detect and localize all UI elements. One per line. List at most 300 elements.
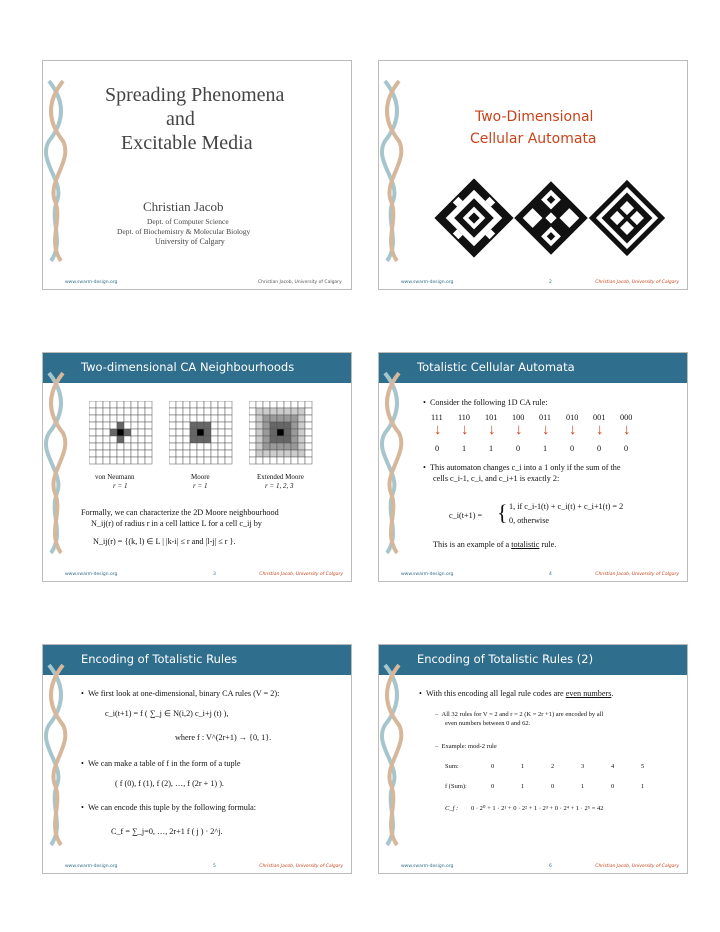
sum-value: 3 [581, 763, 585, 770]
neighbourhood-label: Moore [191, 473, 210, 481]
grid-cell [138, 422, 145, 429]
grid-cell [176, 450, 183, 457]
grid-cell [291, 457, 298, 464]
grid-cell [110, 436, 117, 443]
equation: c_i(t+1) = f ( ∑_j ∈ N(i,2) c_i+j (t) ), [105, 709, 229, 718]
grid-cell [204, 429, 211, 436]
down-arrow-icon: ↓ [488, 422, 496, 438]
bullet-text: With this encoding all legal rule codes are [425, 689, 566, 698]
grid-cell [124, 422, 131, 429]
equation: C_f = ∑_j=0, …, 2r+1 f ( j ) · 2^j. [111, 827, 223, 836]
grid-cell [183, 422, 190, 429]
grid-cell [256, 450, 263, 457]
grid-cell [145, 401, 152, 408]
grid-cell [249, 429, 256, 436]
grid-cell [218, 422, 225, 429]
grid-cell [190, 401, 197, 408]
grid-cell [263, 422, 270, 429]
grid-cell [124, 450, 131, 457]
dash-item: – Example: mod-2 rule [435, 743, 497, 750]
grid-cell [249, 401, 256, 408]
grid-cell [96, 457, 103, 464]
bullet-text: cells c_i-1, c_i, and c_i+1 is exactly 2: [433, 474, 560, 483]
grid-cell [218, 443, 225, 450]
grid-cell [270, 401, 277, 408]
bullet: • We first look at one-dimensional, binary CA rules (V = 2): [81, 689, 280, 698]
grid-cell [298, 415, 305, 422]
grid-cell [96, 436, 103, 443]
grid-cell [183, 401, 190, 408]
grid-cell [183, 436, 190, 443]
grid-cell [298, 443, 305, 450]
title-line-2: and [166, 108, 195, 130]
rule-pattern: 110 [458, 413, 470, 422]
grid-cell [131, 457, 138, 464]
grid-cell [249, 443, 256, 450]
footer-credit: Christian Jacob, University of Calgary [259, 864, 343, 869]
grid-cell [270, 450, 277, 457]
slide-title: Encoding of Totalistic Rules (2) [417, 652, 594, 666]
grid-cell [211, 408, 218, 415]
page-number: 4 [549, 572, 552, 577]
grid-cell [211, 422, 218, 429]
grid-cell [277, 450, 284, 457]
grid-cell [284, 450, 291, 457]
brace: { [497, 500, 508, 525]
grid-cell [89, 422, 96, 429]
grid-cell [211, 436, 218, 443]
f-value: 1 [581, 783, 585, 790]
grid-cell [284, 408, 291, 415]
down-arrow-icon: ↓ [569, 422, 577, 438]
grid-cell [103, 415, 110, 422]
grid-cell [284, 422, 291, 429]
grid-cell [117, 457, 124, 464]
grid-cell [270, 436, 277, 443]
grid-cell [117, 408, 124, 415]
grid-cell [270, 429, 277, 436]
ca-pattern-images [429, 173, 669, 263]
grid-cell [256, 429, 263, 436]
slide-1 [42, 60, 352, 290]
grid-cell [204, 443, 211, 450]
footer-site: www.swarm-design.org [65, 864, 118, 869]
even-numbers-link[interactable]: even numbers [565, 689, 612, 698]
down-arrow-icon: ↓ [461, 422, 469, 438]
grid-cell [204, 457, 211, 464]
grid-cell [197, 401, 204, 408]
grid-cell [263, 443, 270, 450]
grid-cell [103, 457, 110, 464]
grid-cell [103, 450, 110, 457]
grid-cell [225, 408, 232, 415]
grid-cell [277, 443, 284, 450]
footer-credit: Christian Jacob, University of Calgary [595, 572, 679, 577]
grid-cell [284, 429, 291, 436]
grid-cell [284, 401, 291, 408]
grid-cell [183, 457, 190, 464]
grid-cell [204, 450, 211, 457]
grid-cell [197, 457, 204, 464]
rule-output: 0 [624, 444, 629, 453]
bullet-text: We can encode this tuple by the following formula: [87, 803, 257, 812]
grid-cell [204, 415, 211, 422]
grid-cell [110, 429, 117, 436]
grid-cell [124, 436, 131, 443]
f-value: 0 [491, 783, 495, 790]
grid-cell [89, 401, 96, 408]
f-value: 0 [551, 783, 555, 790]
closing-text-post: rule. [539, 540, 557, 549]
grid-cell [218, 408, 225, 415]
sum-value: 5 [641, 763, 645, 770]
footer-credit: Christian Jacob, University of Calgary [259, 572, 343, 577]
footer-site: www.swarm-design.org [65, 572, 118, 577]
grid-cell [131, 401, 138, 408]
grid-cell [183, 408, 190, 415]
grid-cell [197, 429, 204, 436]
rule-output: 1 [543, 444, 548, 453]
neighbourhood-radius: r = 1 [113, 482, 128, 490]
grid-cell [110, 443, 117, 450]
grid-cell [117, 436, 124, 443]
grid-cell [284, 457, 291, 464]
grid-cell [183, 443, 190, 450]
grid-cell [124, 457, 131, 464]
dash-text: All 32 rules for V = 2 and r = 2 (K = 2r +1) are encoded by all [441, 711, 604, 718]
grid-cell [190, 429, 197, 436]
footer-site: www.swarm-design.org [401, 280, 454, 285]
grid-cell [211, 415, 218, 422]
grid-cell [218, 401, 225, 408]
bullet: • This automaton changes c_i into a 1 only if the sum of the [423, 463, 621, 472]
grid-cell [211, 401, 218, 408]
grid-cell [249, 415, 256, 422]
rule-output: 1 [462, 444, 467, 453]
sum-row [491, 763, 661, 773]
dept-line-1: Dept. of Computer Science [147, 217, 229, 226]
grid-cell [183, 415, 190, 422]
grid-cell [270, 408, 277, 415]
grid-cell [305, 415, 312, 422]
grid-cell [263, 457, 270, 464]
rule-pattern: 100 [512, 413, 525, 422]
sum-value: 4 [611, 763, 615, 770]
slide-title: Totalistic Cellular Automata [417, 360, 575, 374]
grid-cell [197, 436, 204, 443]
grid-cell [110, 422, 117, 429]
grid-cell [131, 443, 138, 450]
grid-cell [197, 408, 204, 415]
rule-pattern: 011 [539, 413, 551, 422]
grid-cell [176, 401, 183, 408]
grid-cell [298, 436, 305, 443]
grid-cell [169, 443, 176, 450]
bullet: • We can encode this tuple by the following formula: [81, 803, 257, 812]
rule-output: 1 [489, 444, 494, 453]
bullet-text: This automaton changes c_i into a 1 only if the sum of the [429, 463, 621, 472]
grid-cell [138, 457, 145, 464]
author-name: Christian Jacob [143, 199, 224, 214]
page-number: 3 [213, 572, 216, 577]
grid-cell [225, 436, 232, 443]
rule-output: 0 [435, 444, 440, 453]
grid-cell [277, 436, 284, 443]
grid-cell [256, 415, 263, 422]
slide-4 [378, 352, 688, 582]
grid-cell [190, 408, 197, 415]
f-value: 0 [611, 783, 615, 790]
ca-pattern-3 [589, 180, 665, 256]
dna-helix-icon [379, 645, 409, 874]
grid-cell [263, 436, 270, 443]
grid-cell [197, 415, 204, 422]
bullet: • We can make a table of f in the form of a tuple [81, 759, 241, 768]
grid-cell [131, 429, 138, 436]
rule-pattern: 001 [593, 413, 606, 422]
grid-cell [176, 408, 183, 415]
grid-cell [124, 443, 131, 450]
grid-cell [284, 415, 291, 422]
slide-2 [378, 60, 688, 290]
grid-cell [110, 457, 117, 464]
grid-cell [270, 422, 277, 429]
grid-cell [256, 436, 263, 443]
grid-cell [298, 450, 305, 457]
grid-cell [169, 457, 176, 464]
grid-cell [131, 422, 138, 429]
grid-cell [249, 436, 256, 443]
sum-value: 2 [551, 763, 555, 770]
grid-cell [131, 408, 138, 415]
grid-cell [183, 429, 190, 436]
grid-cell [176, 415, 183, 422]
dash-text: even numbers between 0 and 62. [445, 720, 531, 727]
page-number: 5 [213, 864, 216, 869]
grid-cell [298, 422, 305, 429]
grid-cell [298, 401, 305, 408]
grid-cell [225, 429, 232, 436]
grid-cell [249, 457, 256, 464]
grid-cell [305, 401, 312, 408]
down-arrow-icon: ↓ [623, 422, 631, 438]
grid-cell [190, 457, 197, 464]
grid-cell [96, 443, 103, 450]
grid-cell [117, 401, 124, 408]
title-line-1: Two-Dimensional [475, 109, 594, 125]
grid-cell [218, 436, 225, 443]
grid-cell [117, 450, 124, 457]
grid-cell [89, 457, 96, 464]
grid-cell [145, 422, 152, 429]
rule-output: 0 [570, 444, 575, 453]
slide-title: Two-dimensional CA Neighbourhoods [81, 360, 295, 374]
ca-pattern-2 [514, 181, 588, 255]
grid-cell [183, 450, 190, 457]
grid-cell [103, 401, 110, 408]
grid-cell [169, 422, 176, 429]
bullet-text-end: . [611, 689, 614, 698]
case-2: 0, otherwise [509, 516, 550, 525]
grid-cell [96, 401, 103, 408]
grid-cell [204, 408, 211, 415]
grid-cell [284, 436, 291, 443]
von-neumann-grid [89, 401, 153, 465]
grid-cell [169, 450, 176, 457]
down-arrow-icon: ↓ [434, 422, 442, 438]
grid-cell [291, 443, 298, 450]
body-text: Formally, we can characterize the 2D Moore neighbourhood [81, 508, 279, 517]
grid-cell [131, 450, 138, 457]
f-value: 1 [521, 783, 525, 790]
grid-cell [263, 401, 270, 408]
formula: N_ij(r) = {(k, l) ∈ L | |k-i| ≤ r and |l-j| ≤ r }. [93, 537, 236, 546]
closing-text [433, 540, 556, 550]
grid-cell [204, 401, 211, 408]
grid-cell [305, 443, 312, 450]
grid-cell [169, 429, 176, 436]
grid-cell [138, 408, 145, 415]
rule-table [431, 413, 661, 463]
grid-cell [131, 415, 138, 422]
f-row [491, 783, 661, 793]
grid-cell [103, 436, 110, 443]
grid-cell [145, 443, 152, 450]
down-arrow-icon: ↓ [515, 422, 523, 438]
title-line-2: Cellular Automata [470, 131, 597, 147]
grid-cell [110, 450, 117, 457]
rule-pattern: 111 [431, 413, 443, 422]
grid-cell [218, 457, 225, 464]
neighbourhood-label: Extended Moore [257, 473, 304, 481]
grid-cell [298, 457, 305, 464]
grid-cell [277, 429, 284, 436]
page-number: 2 [549, 280, 552, 285]
rule-output: 0 [597, 444, 602, 453]
grid-cell [284, 443, 291, 450]
grid-cell [298, 408, 305, 415]
grid-cell [218, 415, 225, 422]
grid-cell [225, 443, 232, 450]
grid-cell [190, 415, 197, 422]
grid-cell [145, 457, 152, 464]
grid-cell [96, 429, 103, 436]
grid-cell [190, 443, 197, 450]
grid-cell [225, 415, 232, 422]
grid-cell [298, 429, 305, 436]
dash-item: – All 32 rules for V = 2 and r = 2 (K = 2r +1) are encoded by all [435, 711, 604, 718]
grid-cell [138, 401, 145, 408]
dept-line-2: Dept. of Biochemistry & Molecular Biology [117, 227, 251, 236]
grid-cell [124, 429, 131, 436]
extended-moore-grid [249, 401, 313, 465]
grid-cell [225, 422, 232, 429]
slide-5 [42, 644, 352, 874]
dna-helix-icon [43, 353, 73, 582]
grid-cell [211, 457, 218, 464]
grid-cell [263, 429, 270, 436]
grid-cell [96, 450, 103, 457]
grid-cell [277, 422, 284, 429]
grid-cell [190, 450, 197, 457]
body-text: N_ij(r) of radius r in a cell lattice L for a cell c_ij by [91, 519, 262, 528]
grid-cell [117, 443, 124, 450]
equation-lhs: c_i(t+1) = [449, 511, 483, 520]
grid-cell [256, 401, 263, 408]
sum-value: 0 [491, 763, 495, 770]
grid-cell [176, 436, 183, 443]
bullet: • Consider the following 1D CA rule: [423, 398, 548, 407]
dna-helix-icon [43, 61, 73, 290]
grid-cell [277, 415, 284, 422]
grid-cell [176, 429, 183, 436]
grid-cell [291, 408, 298, 415]
grid-cell [305, 429, 312, 436]
grid-cell [305, 422, 312, 429]
grid-cell [190, 436, 197, 443]
grid-cell [305, 436, 312, 443]
grid-cell [197, 422, 204, 429]
footer-credit: Christian Jacob, University of Calgary [258, 280, 342, 285]
grid-cell [110, 401, 117, 408]
grid-cell [110, 408, 117, 415]
grid-cell [169, 436, 176, 443]
tuple: ( f (0), f (1), f (2), …, f (2r + 1) ). [115, 779, 224, 788]
neighbourhood-radius: r = 1 [193, 482, 208, 490]
grid-cell [169, 415, 176, 422]
equation: where f : V^(2r+1) → {0, 1}. [175, 733, 272, 742]
slide-6 [378, 644, 688, 874]
f-label: f (Sum): [445, 783, 467, 790]
footer-credit: Christian Jacob, University of Calgary [595, 864, 679, 869]
grid-cell [263, 408, 270, 415]
grid-cell [138, 450, 145, 457]
dash-text: Example: mod-2 rule [441, 743, 497, 750]
grid-cell [169, 401, 176, 408]
case-1: 1, if c_i-1(t) + c_i(t) + c_i+1(t) = 2 [509, 502, 624, 511]
footer-credit: Christian Jacob, University of Calgary [595, 280, 679, 285]
grid-cell [277, 408, 284, 415]
grid-cell [176, 457, 183, 464]
grid-cell [110, 415, 117, 422]
grid-cell [225, 401, 232, 408]
grid-cell [305, 450, 312, 457]
grid-cell [204, 422, 211, 429]
grid-cell [145, 436, 152, 443]
grid-cell [124, 408, 131, 415]
grid-cell [117, 429, 124, 436]
grid-cell [263, 415, 270, 422]
totalistic-link[interactable]: totalistic [511, 540, 540, 549]
grid-cell [256, 408, 263, 415]
grid-cell [291, 401, 298, 408]
grid-cell [225, 457, 232, 464]
moore-grid [169, 401, 233, 465]
dna-helix-icon [379, 61, 409, 290]
grid-cell [124, 401, 131, 408]
grid-cell [270, 443, 277, 450]
grid-cell [145, 408, 152, 415]
grid-cell [176, 443, 183, 450]
grid-cell [145, 450, 152, 457]
bullet: • With this encoding all legal rule codes are even numbers. [419, 689, 614, 698]
slide-title: Encoding of Totalistic Rules [81, 652, 238, 666]
grid-cell [89, 450, 96, 457]
grid-cell [96, 415, 103, 422]
grid-cell [89, 443, 96, 450]
neighbourhood-label: von Neumann [95, 473, 135, 481]
grid-cell [138, 436, 145, 443]
